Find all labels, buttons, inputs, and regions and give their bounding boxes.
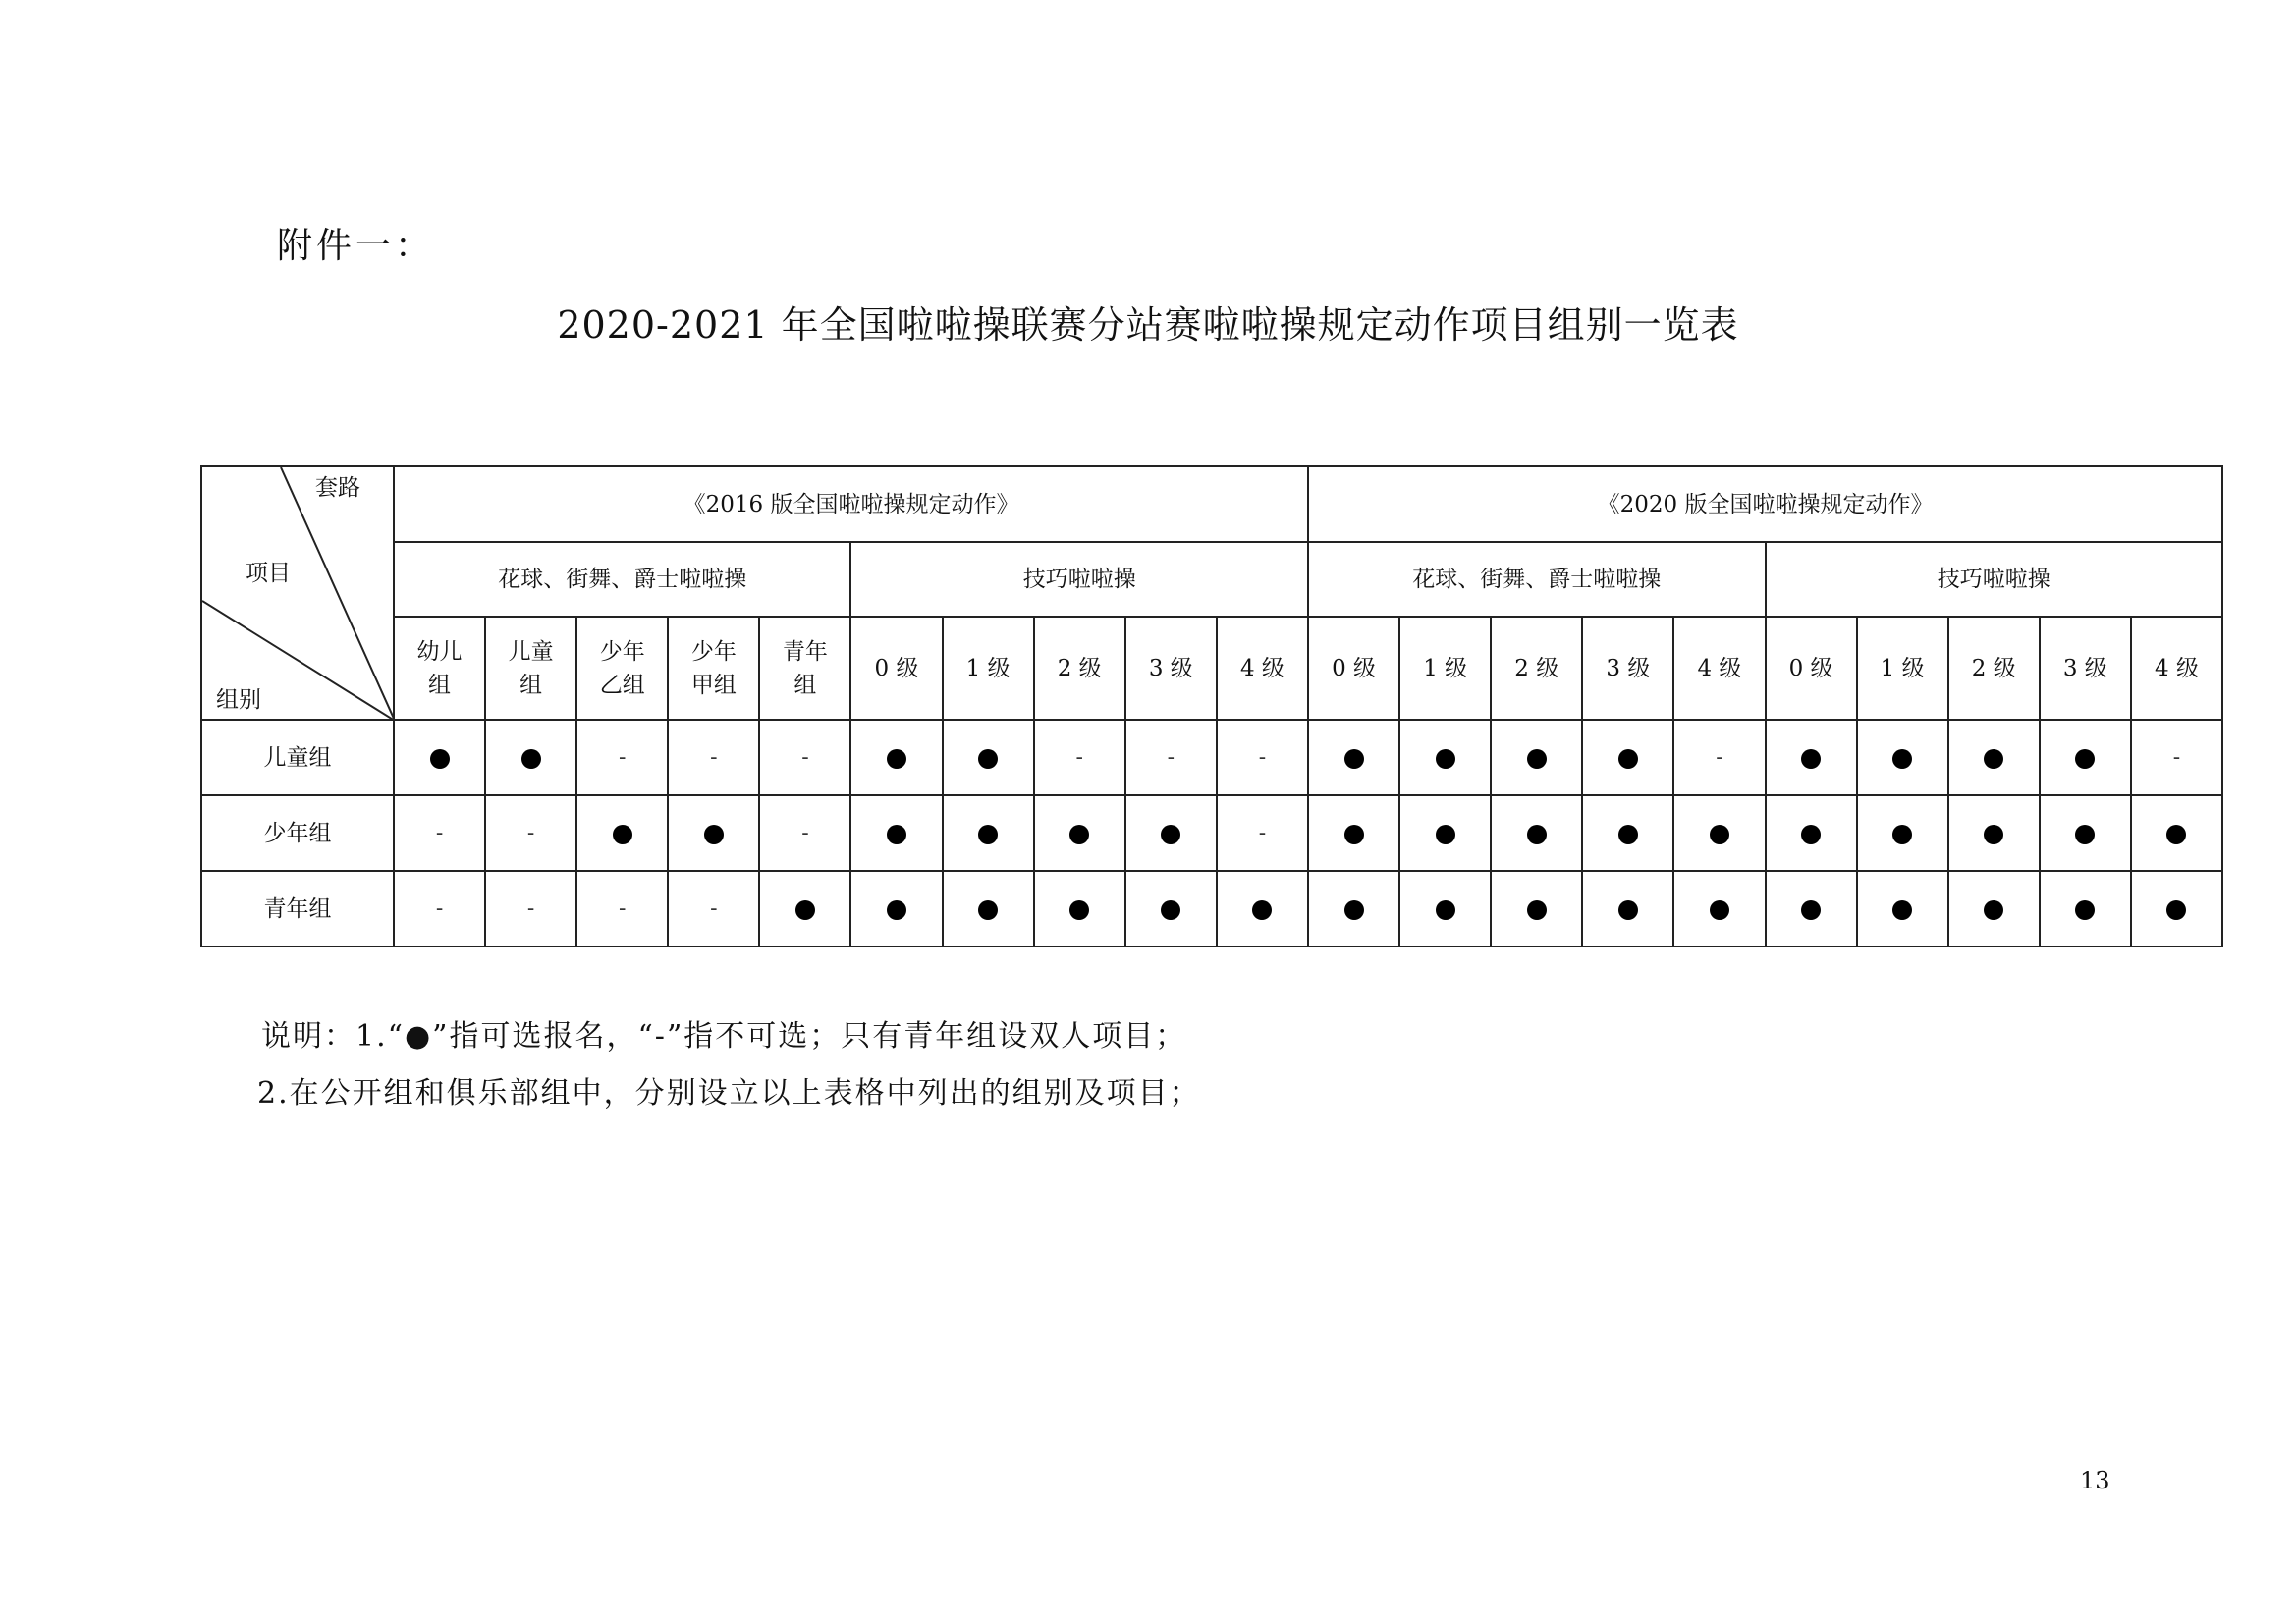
not-available-dash: - [619, 896, 627, 921]
selectable-dot-icon [1344, 900, 1364, 920]
table-cell [943, 871, 1034, 947]
selectable-dot-icon [1892, 900, 1912, 920]
table-cell [1217, 795, 1308, 871]
table-cell [759, 795, 850, 871]
level-header: 4 级 [1217, 617, 1308, 720]
level-header: 4 级 [1673, 617, 1765, 720]
header-row-levels [201, 617, 2222, 720]
table-cell [1125, 795, 1217, 871]
not-available-dash: - [1258, 821, 1267, 845]
table-cell [1766, 871, 1857, 947]
selectable-dot-icon [613, 825, 632, 844]
group-label: 青年组 [201, 871, 394, 947]
level-header: 4 级 [2131, 617, 2222, 720]
level-header: 3 级 [1582, 617, 1673, 720]
level-header: 幼儿 组 [394, 617, 485, 720]
table-cell [850, 720, 942, 795]
table-cell [576, 720, 668, 795]
table-cell [1766, 795, 1857, 871]
corner-cell [201, 466, 394, 720]
selectable-dot-icon [2166, 900, 2186, 920]
table-cell [1582, 795, 1673, 871]
selectable-dot-icon [1984, 825, 2003, 844]
level-header: 1 级 [1857, 617, 1948, 720]
selectable-dot-icon [1069, 900, 1089, 920]
corner-label-item: 项目 [246, 561, 291, 586]
selectable-dot-icon [1892, 749, 1912, 769]
level-header: 0 级 [850, 617, 942, 720]
table-cell [1034, 795, 1125, 871]
selectable-dot-icon [1618, 900, 1638, 920]
level-header: 2 级 [1034, 617, 1125, 720]
table-cell [1582, 871, 1673, 947]
table-cell [1399, 795, 1491, 871]
selectable-dot-icon [978, 900, 998, 920]
selectable-dot-icon [1344, 749, 1364, 769]
selectable-dot-icon [1801, 825, 1821, 844]
level-header: 2 级 [1948, 617, 2040, 720]
selectable-dot-icon [2075, 825, 2095, 844]
not-available-dash: - [1716, 745, 1723, 770]
selectable-dot-icon [1344, 825, 1364, 844]
table-cell [1491, 720, 1582, 795]
not-available-dash: - [1075, 745, 1083, 770]
table-cell [2131, 795, 2222, 871]
not-available-dash: - [801, 745, 809, 770]
note-line-1: 说明：1.“●”指可选报名，“-”指不可选；只有青年组设双人项目； [261, 1019, 1187, 1054]
set-2020-header: 《2020 版全国啦啦操规定动作》 [1308, 466, 2222, 542]
attachment-label: 附件一： [277, 226, 435, 266]
not-available-dash: - [435, 821, 444, 845]
table-cell [1217, 871, 1308, 947]
selectable-dot-icon [430, 749, 450, 769]
table-cell [668, 871, 759, 947]
level-header: 青年 组 [759, 617, 850, 720]
table-row [201, 871, 2222, 947]
table-cell [1948, 795, 2040, 871]
table-cell [576, 871, 668, 947]
table-cell [2131, 720, 2222, 795]
table-cell [394, 795, 485, 871]
not-available-dash: - [435, 896, 444, 921]
table-cell [1948, 871, 2040, 947]
selectable-dot-icon [887, 900, 906, 920]
not-available-dash: - [710, 745, 718, 770]
set-2016-category-cheer: 技巧啦啦操 [850, 542, 1308, 617]
set-2020-category-pom-hiphop-jazz: 花球、街舞、爵士啦啦操 [1308, 542, 1765, 617]
table-cell [943, 720, 1034, 795]
table-cell [1673, 871, 1765, 947]
selectable-dot-icon [1710, 825, 1729, 844]
table-row [201, 720, 2222, 795]
selectable-dot-icon [1252, 900, 1272, 920]
header-row-sets [201, 466, 2222, 542]
selectable-dot-icon [887, 749, 906, 769]
selectable-dot-icon [1161, 825, 1180, 844]
selectable-dot-icon [1161, 900, 1180, 920]
table-cell [1673, 795, 1765, 871]
not-available-dash: - [710, 896, 718, 921]
table-cell [1582, 720, 1673, 795]
selectable-dot-icon [1892, 825, 1912, 844]
not-available-dash: - [1258, 745, 1267, 770]
header-row-categories [201, 542, 2222, 617]
table-cell [850, 871, 942, 947]
table-cell [1673, 720, 1765, 795]
corner-diagonals [202, 467, 395, 721]
table-cell [1034, 871, 1125, 947]
table-cell [850, 795, 942, 871]
level-header: 儿童 组 [485, 617, 576, 720]
selectable-dot-icon [2075, 749, 2095, 769]
table-cell [2040, 720, 2131, 795]
table-cell [485, 720, 576, 795]
table-cell [1857, 871, 1948, 947]
table-cell [1308, 795, 1399, 871]
table-cell [2131, 871, 2222, 947]
not-available-dash: - [1167, 745, 1175, 770]
not-available-dash: - [619, 745, 627, 770]
table-cell [1491, 795, 1582, 871]
table-cell [759, 871, 850, 947]
table-cell [394, 871, 485, 947]
selectable-dot-icon [887, 825, 906, 844]
selectable-dot-icon [1618, 749, 1638, 769]
table-cell [1491, 871, 1582, 947]
selectable-dot-icon [978, 749, 998, 769]
set-2020-category-cheer: 技巧啦啦操 [1766, 542, 2223, 617]
table-cell [1857, 720, 1948, 795]
table-cell [668, 720, 759, 795]
table-cell [576, 795, 668, 871]
selectable-dot-icon [1527, 749, 1547, 769]
selectable-dot-icon [1801, 749, 1821, 769]
selectable-dot-icon [1527, 900, 1547, 920]
table-cell [2040, 795, 2131, 871]
not-available-dash: - [2172, 745, 2181, 770]
page-number: 13 [2080, 1467, 2110, 1494]
selectable-dot-icon [1801, 900, 1821, 920]
level-header: 1 级 [943, 617, 1034, 720]
level-header: 2 级 [1491, 617, 1582, 720]
selectable-dot-icon [795, 900, 815, 920]
table-cell [1308, 871, 1399, 947]
document-title: 2020-2021 年全国啦啦操联赛分站赛啦啦操规定动作项目组别一览表 [557, 303, 1739, 347]
table-cell [668, 795, 759, 871]
selectable-dot-icon [978, 825, 998, 844]
corner-label-routine: 套路 [315, 475, 360, 501]
table-cell [1125, 720, 1217, 795]
level-header: 少年 甲组 [668, 617, 759, 720]
selectable-dot-icon [1436, 749, 1455, 769]
table-cell [1034, 720, 1125, 795]
selectable-dot-icon [1069, 825, 1089, 844]
selectable-dot-icon [1618, 825, 1638, 844]
selectable-dot-icon [1710, 900, 1729, 920]
corner-label-group: 组别 [216, 687, 261, 713]
set-2016-header: 《2016 版全国啦啦操规定动作》 [394, 466, 1308, 542]
selectable-dot-icon [1984, 749, 2003, 769]
table-cell [1399, 720, 1491, 795]
table-cell [394, 720, 485, 795]
selectable-dot-icon [1436, 825, 1455, 844]
table-cell [1217, 720, 1308, 795]
not-available-dash: - [526, 821, 535, 845]
table-cell [485, 795, 576, 871]
table-cell [759, 720, 850, 795]
table-cell [1857, 795, 1948, 871]
table-cell [943, 795, 1034, 871]
table-cell [1308, 720, 1399, 795]
selectable-dot-icon [1436, 900, 1455, 920]
table-row [201, 795, 2222, 871]
note-line-2: 2.在公开组和俱乐部组中，分别设立以上表格中列出的组别及项目； [257, 1076, 1201, 1110]
selectable-dot-icon [1527, 825, 1547, 844]
group-label: 少年组 [201, 795, 394, 871]
table-cell [1399, 871, 1491, 947]
set-2016-category-pom-hiphop-jazz: 花球、街舞、爵士啦啦操 [394, 542, 850, 617]
selectable-dot-icon [704, 825, 724, 844]
table-cell [485, 871, 576, 947]
selectable-dot-icon [521, 749, 541, 769]
group-label: 儿童组 [201, 720, 394, 795]
level-header: 0 级 [1308, 617, 1399, 720]
table-cell [2040, 871, 2131, 947]
level-header: 3 级 [1125, 617, 1217, 720]
not-available-dash: - [801, 821, 809, 845]
level-header: 0 级 [1766, 617, 1857, 720]
table-cell [1948, 720, 2040, 795]
selectable-dot-icon [2166, 825, 2186, 844]
category-table [200, 465, 2223, 947]
level-header: 1 级 [1399, 617, 1491, 720]
table-cell [1125, 871, 1217, 947]
not-available-dash: - [526, 896, 535, 921]
selectable-dot-icon [2075, 900, 2095, 920]
level-header: 3 级 [2040, 617, 2131, 720]
table-cell [1766, 720, 1857, 795]
level-header: 少年 乙组 [576, 617, 668, 720]
selectable-dot-icon [1984, 900, 2003, 920]
